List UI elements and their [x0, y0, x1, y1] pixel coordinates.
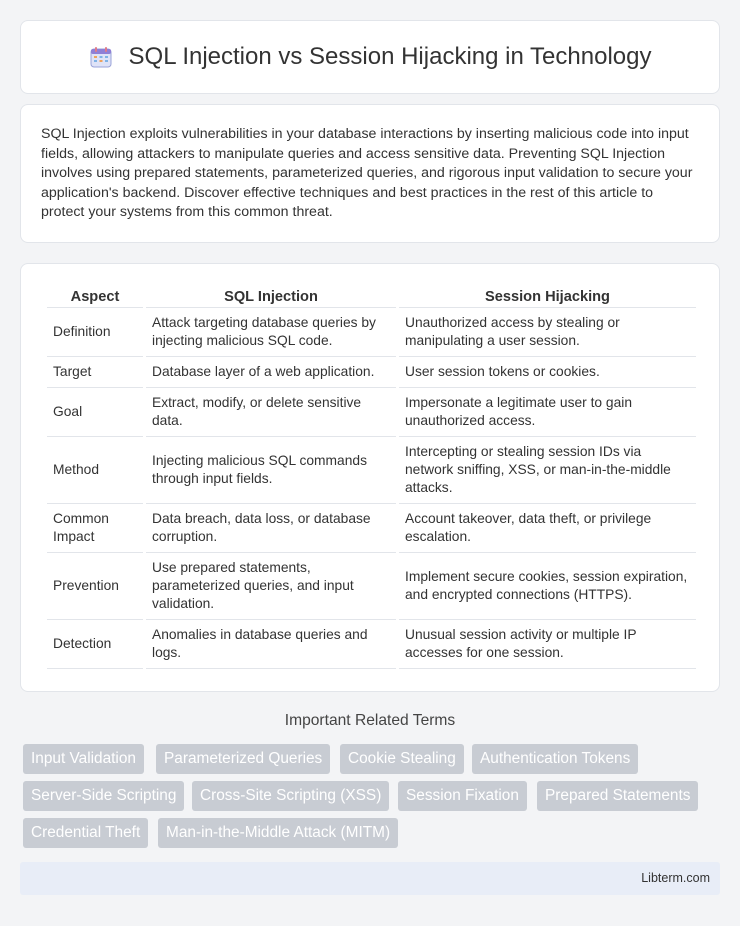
- table-row: [47, 437, 696, 504]
- cell-aspect: Target: [47, 357, 143, 388]
- cell-sql: Use prepared statements, parameterized queries, and input validation.: [146, 553, 396, 620]
- table-row: [47, 308, 696, 357]
- tag-input-validation[interactable]: Input Validation: [23, 744, 144, 774]
- table-row: [47, 357, 696, 388]
- table-header-row: [47, 284, 696, 308]
- cell-sql: Attack targeting database queries by injecting malicious SQL code.: [146, 308, 396, 357]
- tag-session-fixation[interactable]: Session Fixation: [398, 781, 527, 811]
- cell-aspect: Method: [47, 437, 143, 504]
- header-aspect: Aspect: [47, 284, 143, 308]
- tag-prepared-statements[interactable]: Prepared Statements: [537, 781, 698, 811]
- cell-aspect: Goal: [47, 388, 143, 437]
- cell-session: Unauthorized access by stealing or manipulating a user session.: [399, 308, 696, 357]
- cell-aspect: Common Impact: [47, 504, 143, 553]
- tag-parameterized-queries[interactable]: Parameterized Queries: [156, 744, 330, 774]
- cell-session: Account takeover, data theft, or privilege escalation.: [399, 504, 696, 553]
- cell-session: Intercepting or stealing session IDs via network sniffing, XSS, or man-in-the-middle attacks.: [399, 437, 696, 504]
- cell-session: Unusual session activity or multiple IP accesses for one session.: [399, 620, 696, 669]
- cell-session: Impersonate a legitimate user to gain unauthorized access.: [399, 388, 696, 437]
- cell-session: User session tokens or cookies.: [399, 357, 696, 388]
- cell-sql: Injecting malicious SQL commands through input fields.: [146, 437, 396, 504]
- cell-aspect: Detection: [47, 620, 143, 669]
- header-sql-injection: SQL Injection: [146, 284, 396, 308]
- header-session-hijacking: Session Hijacking: [399, 284, 696, 308]
- cell-aspect: Definition: [47, 308, 143, 357]
- tag-credential-theft[interactable]: Credential Theft: [23, 818, 148, 848]
- cell-sql: Database layer of a web application.: [146, 357, 396, 388]
- tag-cookie-stealing[interactable]: Cookie Stealing: [340, 744, 464, 774]
- related-terms-title: Important Related Terms: [284, 712, 456, 729]
- cell-sql: Anomalies in database queries and logs.: [146, 620, 396, 669]
- calendar-icon: [89, 45, 113, 69]
- cell-session: Implement secure cookies, session expiration, and encrypted connections (HTTPS).: [399, 553, 696, 620]
- title-card: [20, 20, 720, 94]
- table-row: [47, 504, 696, 553]
- comparison-card: [20, 263, 720, 692]
- intro-text: SQL Injection exploits vulnerabilities in your database interactions by inserting malicious code into input fields, allowing attackers to manipulate queries and access sensitive data. Preventing SQL Injection involves using prepared statements, parameterized queries, and rigorous input validation to secure your application's backend. Discover effective techniques and best practices in the rest of this article to protect your systems from this common threat.: [41, 126, 693, 221]
- footer-site-link[interactable]: Libterm.com: [641, 871, 710, 885]
- table-row: [47, 388, 696, 437]
- tag-cross-site-scripting[interactable]: Cross-Site Scripting (XSS): [192, 781, 389, 811]
- tag-authentication-tokens[interactable]: Authentication Tokens: [472, 744, 638, 774]
- footer: [20, 862, 720, 895]
- intro-card: [20, 104, 720, 243]
- tag-mitm-attack[interactable]: Man-in-the-Middle Attack (MITM): [158, 818, 398, 848]
- cell-aspect: Prevention: [47, 553, 143, 620]
- table-row: [47, 553, 696, 620]
- table-row: [47, 620, 696, 669]
- cell-sql: Data breach, data loss, or database corruption.: [146, 504, 396, 553]
- cell-sql: Extract, modify, or delete sensitive data.: [146, 388, 396, 437]
- comparison-table: [44, 284, 699, 669]
- page-title: SQL Injection vs Session Hijacking in Technology: [128, 43, 652, 70]
- tag-server-side-scripting[interactable]: Server-Side Scripting: [23, 781, 184, 811]
